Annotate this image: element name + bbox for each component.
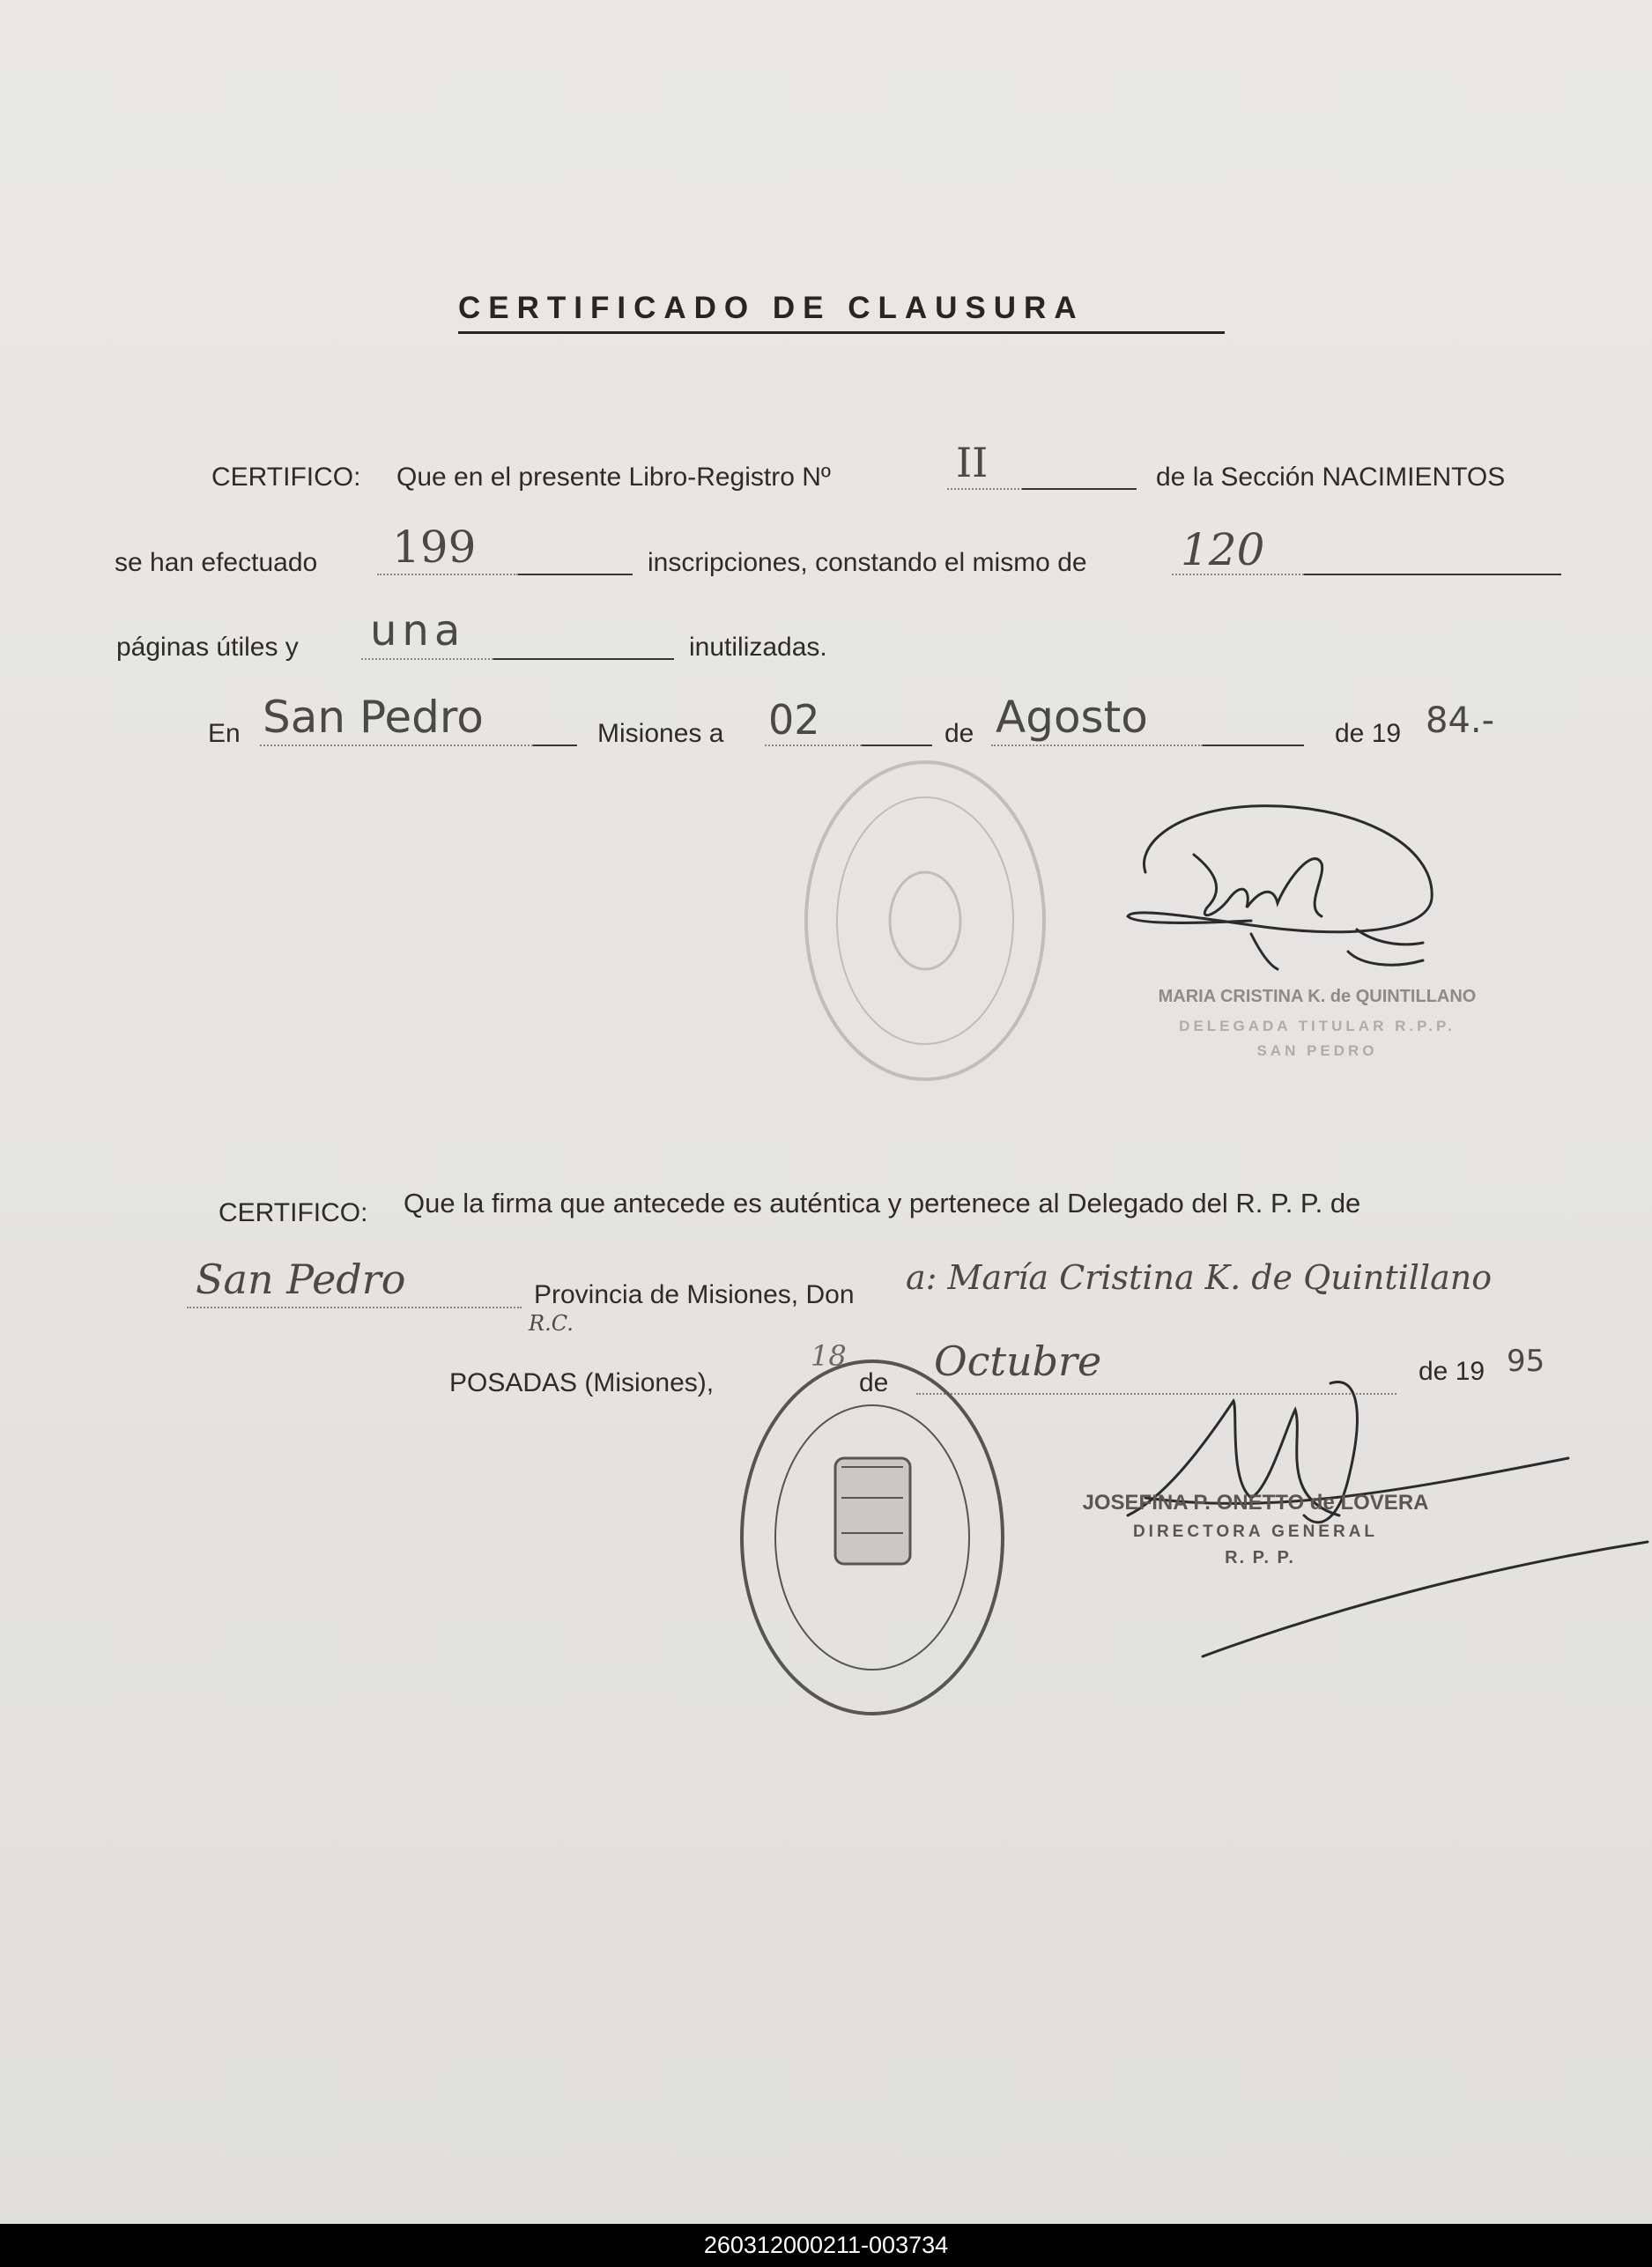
signer-1-place: SAN PEDRO <box>1256 1042 1378 1059</box>
signer-2-org: R. P. P. <box>1225 1548 1295 1567</box>
firma-autentica-text: Que la firma que antecede es auténtica y pertenece al Delegado del R. P. P. de <box>404 1188 1361 1219</box>
seccion-nacimientos-text: de la Sección NACIMIENTOS <box>1156 463 1506 492</box>
document-id-bar: 260312000211-003734 <box>0 2224 1652 2267</box>
place-2-handwritten: San Pedro <box>196 1256 406 1303</box>
constando-text: inscripciones, constando el mismo de <box>648 548 1087 577</box>
page-title: CERTIFICADO DE CLAUSURA <box>458 291 1225 334</box>
signature-2-icon <box>1128 1382 1648 1656</box>
don-extra-handwritten: R.C. <box>529 1311 574 1336</box>
libro-registro-text: Que en el presente Libro-Registro Nº <box>396 463 831 492</box>
posadas-text: POSADAS (Misiones), <box>449 1368 715 1397</box>
year-prefix-text: de 19 <box>1335 719 1402 748</box>
stamp-2-icon <box>742 1361 1003 1714</box>
place-handwritten: San Pedro <box>263 692 484 743</box>
en-text: En <box>208 719 241 748</box>
day-handwritten: 02 <box>768 696 820 744</box>
inutilizadas-count: una <box>370 606 466 656</box>
misiones-a-text: Misiones a <box>597 719 724 748</box>
paginas-count: 120 <box>1181 524 1265 575</box>
month-2-handwritten: Octubre <box>934 1337 1102 1385</box>
signer-2-role: DIRECTORA GENERAL <box>1132 1522 1379 1541</box>
year-2-prefix-text: de 19 <box>1419 1357 1485 1386</box>
paginas-utiles-text: páginas útiles y <box>116 633 299 662</box>
inutilizadas-text: inutilizadas. <box>689 633 827 662</box>
efectuado-text: se han efectuado <box>115 548 318 577</box>
year-handwritten: 84.- <box>1426 700 1495 741</box>
certifico-label-2: CERTIFICO: <box>219 1198 368 1227</box>
signer-1-name: MARIA CRISTINA K. de QUINTILLANO <box>1158 987 1477 1006</box>
signer-1-role: DELEGADA TITULAR R.P.P. <box>1179 1018 1456 1034</box>
signer-2-name: JOSEFINA P. ONETTO de LOVERA <box>1082 1491 1429 1515</box>
de-text-1: de <box>945 719 974 748</box>
inscripciones-count: 199 <box>392 522 477 573</box>
year-2-handwritten: 95 <box>1507 1344 1545 1379</box>
don-name-handwritten: a: María Cristina K. de Quintillano <box>906 1258 1493 1297</box>
de-text-2: de <box>859 1368 889 1397</box>
day-2-handwritten: 18 <box>811 1339 847 1373</box>
provincia-text: Provincia de Misiones, Don <box>534 1280 855 1309</box>
libro-number: II <box>956 439 989 486</box>
month-handwritten: Agosto <box>996 692 1148 743</box>
certifico-label-1: CERTIFICO: <box>211 463 361 492</box>
